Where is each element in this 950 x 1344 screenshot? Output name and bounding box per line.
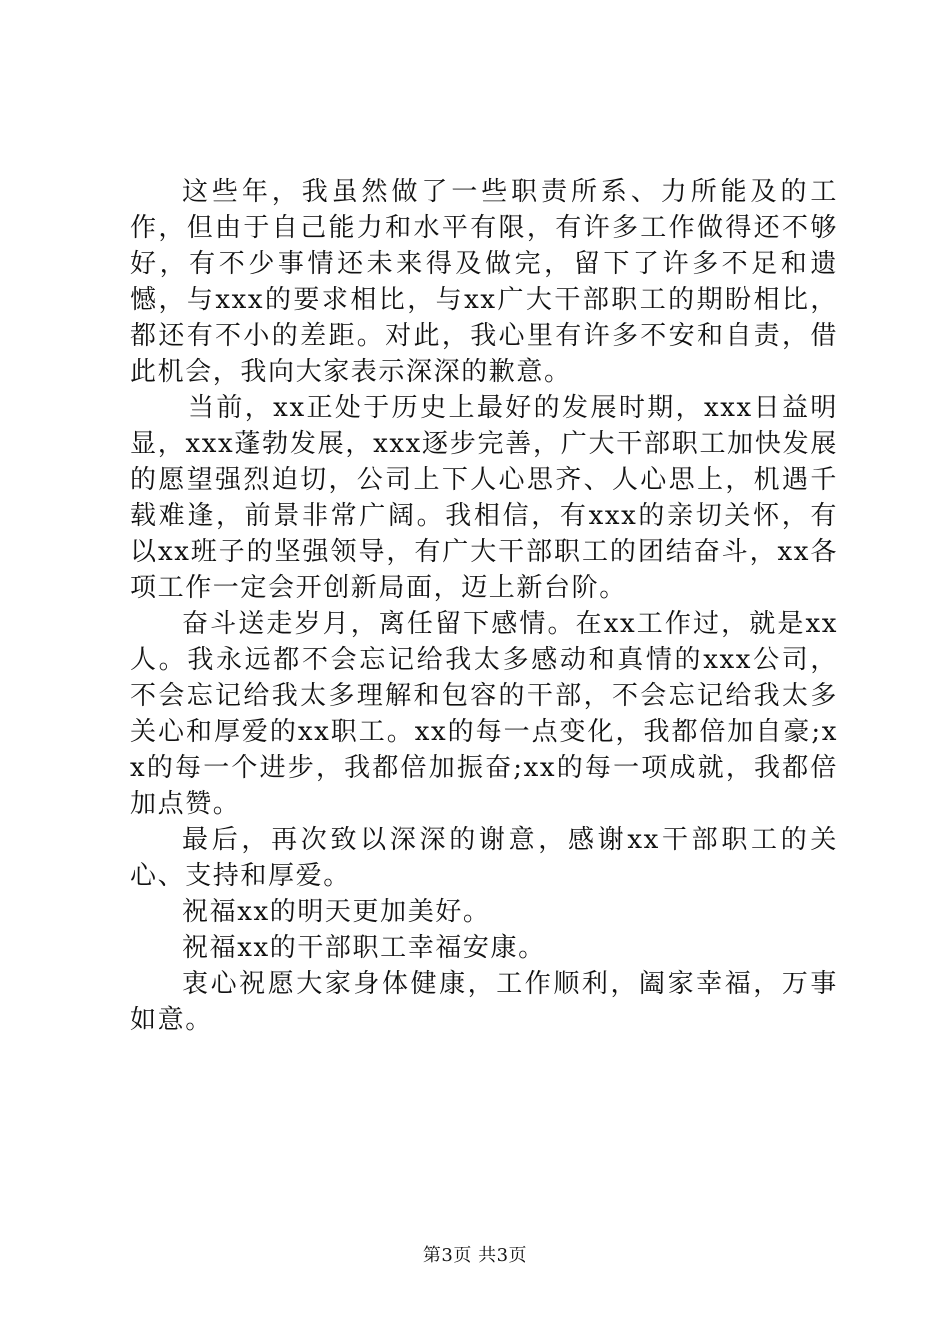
document-body	[130, 174, 838, 1038]
paragraph-blessing-staff: 祝福xx的干部职工幸福安康。	[182, 933, 546, 963]
paragraph-blessing-future: 祝福xx的明天更加美好。	[182, 897, 491, 927]
paragraph-closing-wishes: 衷心祝愿大家身体健康，工作顺利，阖家幸福，万事如意。	[130, 969, 838, 1035]
paragraph-thanks: 最后，再次致以深深的谢意，感谢xx干部职工的关心、支持和厚爱。	[130, 825, 838, 891]
paragraph-apology: 这些年，我虽然做了一些职责所系、力所能及的工作，但由于自己能力和水平有限，有许多工作做得还不够好，有不少事情还未来得及做完，留下了许多不足和遗憾，与xxx的要求相比，与xx广大干部职工的期盼相比，都还有不小的差距。对此，我心里有许多不安和自责，借此机会，我向大家表示深深的歉意。	[130, 177, 838, 387]
paragraph-farewell: 奋斗送走岁月，离任留下感情。在xx工作过，就是xx人。我永远都不会忘记给我太多感动和真情的xxx公司，不会忘记给我太多理解和包容的干部，不会忘记给我太多关心和厚爱的xx职工。xx的每一点变化，我都倍加自豪;xx的每一个进步，我都倍加振奋;xx的每一项成就，我都倍加点赞。	[130, 609, 838, 819]
page-number-footer: 第3页 共3页	[422, 1245, 528, 1266]
paragraph-outlook: 当前，xx正处于历史上最好的发展时期，xxx日益明显，xxx蓬勃发展，xxx逐步完善，广大干部职工加快发展的愿望强烈迫切，公司上下人心思齐、人心思上，机遇千载难逢，前景非常广阔。我相信，有xxx的亲切关怀，有以xx班子的坚强领导，有广大干部职工的团结奋斗，xx各项工作一定会开创新局面，迈上新台阶。	[130, 393, 838, 603]
